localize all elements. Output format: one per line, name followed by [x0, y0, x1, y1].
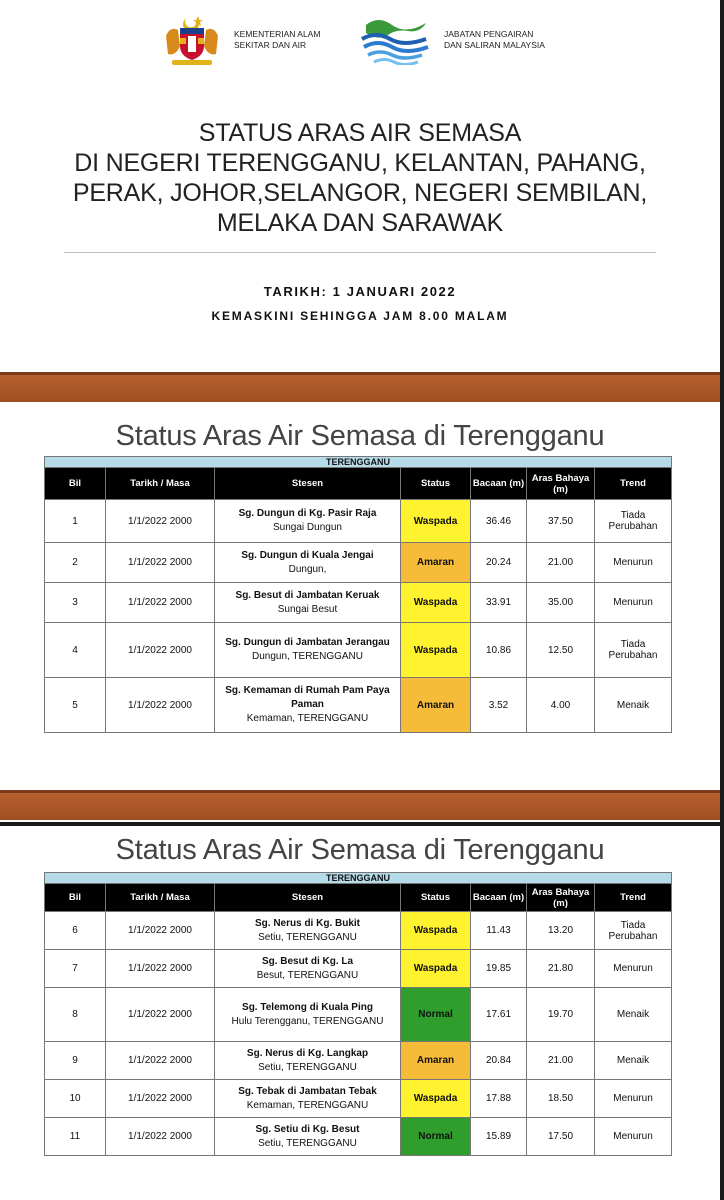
reading-value: 15.89: [471, 1118, 527, 1156]
column-header: Status: [401, 884, 471, 912]
station-cell: [215, 988, 401, 1042]
table-row: [45, 1118, 672, 1156]
station-location: Kemaman, TERENGGANU: [246, 713, 369, 724]
station-cell: [215, 1080, 401, 1118]
station-location: Kemaman, TERENGGANU: [246, 1099, 369, 1111]
station-name: Sg. Besut di Kg. La: [261, 955, 354, 967]
table-row: [45, 1080, 672, 1118]
title-line: PERAK, JOHOR,SELANGOR, NEGERI SEMBILAN,: [72, 179, 648, 207]
trend-value: Menaik: [595, 678, 672, 733]
reading-value: 33.91: [471, 583, 527, 623]
danger-level-value: 12.50: [527, 623, 595, 678]
trend-value: Menurun: [595, 583, 672, 623]
ministry-logo: [160, 12, 320, 68]
column-header: Bacaan (m): [471, 468, 527, 500]
table-slide-1: [0, 410, 720, 822]
station-name: Sg. Besut di Jambatan Keruak: [235, 589, 380, 601]
row-number: 1: [45, 500, 106, 543]
row-datetime: 1/1/2022 2000: [106, 500, 215, 543]
station-cell: [215, 583, 401, 623]
title-line: MELAKA DAN SARAWAK: [216, 209, 504, 237]
row-number: 6: [45, 912, 106, 950]
title-line: STATUS ARAS AIR SEMASA: [198, 119, 522, 147]
table-row: [45, 678, 672, 733]
section-title: Status Aras Air Semasa di Terengganu: [115, 834, 605, 866]
status-badge: Normal: [401, 1118, 471, 1156]
table-row: [45, 950, 672, 988]
header-logos: [160, 12, 580, 68]
trend-value: Menurun: [595, 950, 672, 988]
station-name: Sg. Dungun di Kg. Pasir Raja: [238, 508, 377, 519]
title-divider: [64, 252, 656, 253]
reading-value: 20.24: [471, 543, 527, 583]
station-cell: [215, 950, 401, 988]
station-cell: [215, 500, 401, 543]
reading-value: 10.86: [471, 623, 527, 678]
trend-value: Tiada Perubahan: [595, 623, 672, 678]
danger-level-value: 17.50: [527, 1118, 595, 1156]
row-number: 2: [45, 543, 106, 583]
trend-value: Tiada Perubahan: [595, 500, 672, 543]
status-badge: Waspada: [401, 500, 471, 543]
status-badge: Waspada: [401, 950, 471, 988]
trend-value: Tiada Perubahan: [595, 912, 672, 950]
trend-value: Menaik: [595, 988, 672, 1042]
ministry-name-line2: SEKITAR DAN AIR: [234, 40, 307, 50]
status-badge: Amaran: [401, 1042, 471, 1080]
footer-band: [0, 372, 720, 402]
station-location: Dungun, TERENGGANU: [252, 651, 363, 662]
row-datetime: 1/1/2022 2000: [106, 623, 215, 678]
column-header: Bacaan (m): [471, 884, 527, 912]
danger-level-value: 19.70: [527, 988, 595, 1042]
column-header: Trend: [595, 884, 672, 912]
water-level-table: [44, 456, 672, 733]
row-datetime: 1/1/2022 2000: [106, 583, 215, 623]
table-row: [45, 623, 672, 678]
danger-level-value: 21.00: [527, 543, 595, 583]
station-location: Sungai Besut: [277, 603, 338, 615]
station-name: Sg. Dungun di Jambatan Jerangau: [225, 637, 390, 648]
station-cell: [215, 678, 401, 733]
reading-value: 36.46: [471, 500, 527, 543]
table-row: [45, 912, 672, 950]
cover-slide: [0, 0, 720, 410]
station-cell: [215, 1118, 401, 1156]
status-badge: Amaran: [401, 678, 471, 733]
row-datetime: 1/1/2022 2000: [106, 988, 215, 1042]
station-name: Sg. Telemong di Kuala Ping: [242, 1001, 373, 1013]
column-header: Status: [401, 468, 471, 500]
danger-level-value: 37.50: [527, 500, 595, 543]
column-header-row: [45, 468, 672, 500]
title-line: DI NEGERI TERENGGANU, KELANTAN, PAHANG,: [74, 149, 646, 177]
table-row: [45, 500, 672, 543]
water-level-table: [44, 872, 672, 1156]
station-location: Sungai Dungun: [273, 522, 342, 533]
row-number: 10: [45, 1080, 106, 1118]
row-datetime: 1/1/2022 2000: [106, 1118, 215, 1156]
wave-logo-icon: [358, 15, 434, 65]
danger-level-value: 18.50: [527, 1080, 595, 1118]
row-number: 5: [45, 678, 106, 733]
station-name: Sg. Kemaman di Rumah Pam Paya Paman: [225, 685, 390, 710]
status-badge: Amaran: [401, 543, 471, 583]
danger-level-value: 35.00: [527, 583, 595, 623]
status-badge: Waspada: [401, 1080, 471, 1118]
column-header: Bil: [45, 468, 106, 500]
trend-value: Menurun: [595, 1080, 672, 1118]
dept-name-line2: DAN SALIRAN MALAYSIA: [444, 40, 545, 50]
row-number: 3: [45, 583, 106, 623]
trend-value: Menaik: [595, 1042, 672, 1080]
status-badge: Waspada: [401, 912, 471, 950]
station-cell: [215, 623, 401, 678]
region-header: TERENGGANU: [45, 457, 672, 468]
section-title: Status Aras Air Semasa di Terengganu: [115, 420, 605, 452]
status-badge: Waspada: [401, 583, 471, 623]
station-name: Sg. Dungun di Kuala Jengai: [241, 549, 374, 561]
station-location: Setiu, TERENGGANU: [258, 1137, 357, 1149]
main-title: [20, 118, 700, 238]
column-header: Trend: [595, 468, 672, 500]
station-cell: [215, 912, 401, 950]
row-datetime: 1/1/2022 2000: [106, 678, 215, 733]
table-row: [45, 543, 672, 583]
row-number: 7: [45, 950, 106, 988]
station-name: Sg. Nerus di Kg. Langkap: [246, 1047, 369, 1059]
station-name: Sg. Nerus di Kg. Bukit: [254, 917, 360, 929]
station-location: Hulu Terengganu, TERENGGANU: [231, 1015, 384, 1027]
status-badge: Normal: [401, 988, 471, 1042]
row-number: 8: [45, 988, 106, 1042]
row-datetime: 1/1/2022 2000: [106, 950, 215, 988]
row-number: 9: [45, 1042, 106, 1080]
station-name: Sg. Setiu di Kg. Besut: [255, 1123, 360, 1135]
column-header: Stesen: [215, 468, 401, 500]
column-header: Tarikh / Masa: [106, 468, 215, 500]
row-datetime: 1/1/2022 2000: [106, 1042, 215, 1080]
column-header: Stesen: [215, 884, 401, 912]
danger-level-value: 21.80: [527, 950, 595, 988]
ministry-name-line1: KEMENTERIAN ALAM: [234, 29, 321, 39]
dept-name-line1: JABATAN PENGAIRAN: [444, 29, 534, 39]
trend-value: Menurun: [595, 1118, 672, 1156]
table-row: [45, 1042, 672, 1080]
station-name: Sg. Tebak di Jambatan Tebak: [238, 1085, 377, 1097]
jps-logo: [358, 12, 545, 68]
reading-value: 20.84: [471, 1042, 527, 1080]
trend-value: Menurun: [595, 543, 672, 583]
row-datetime: 1/1/2022 2000: [106, 543, 215, 583]
column-header-row: [45, 884, 672, 912]
danger-level-value: 13.20: [527, 912, 595, 950]
row-number: 11: [45, 1118, 106, 1156]
update-line: KEMASKINI SEHINGGA JAM 8.00 MALAM: [211, 309, 509, 323]
reading-value: 3.52: [471, 678, 527, 733]
station-location: Setiu, TERENGGANU: [258, 931, 357, 943]
row-number: 4: [45, 623, 106, 678]
column-header: Tarikh / Masa: [106, 884, 215, 912]
coat-of-arms-icon: [160, 12, 224, 68]
table-row: [45, 583, 672, 623]
danger-level-value: 4.00: [527, 678, 595, 733]
row-datetime: 1/1/2022 2000: [106, 912, 215, 950]
station-cell: [215, 543, 401, 583]
table-slide-2: [0, 826, 720, 1200]
table-row: [45, 988, 672, 1042]
station-location: Setiu, TERENGGANU: [258, 1061, 357, 1073]
reading-value: 17.88: [471, 1080, 527, 1118]
station-location: Dungun,: [288, 563, 327, 575]
danger-level-value: 21.00: [527, 1042, 595, 1080]
column-header: Bil: [45, 884, 106, 912]
footer-band: [0, 790, 720, 820]
reading-value: 17.61: [471, 988, 527, 1042]
column-header: Aras Bahaya (m): [527, 468, 595, 500]
region-header: TERENGGANU: [45, 873, 672, 884]
reading-value: 11.43: [471, 912, 527, 950]
reading-value: 19.85: [471, 950, 527, 988]
station-location: Besut, TERENGGANU: [256, 969, 359, 981]
column-header: Aras Bahaya (m): [527, 884, 595, 912]
status-badge: Waspada: [401, 623, 471, 678]
station-cell: [215, 1042, 401, 1080]
row-datetime: 1/1/2022 2000: [106, 1080, 215, 1118]
date-line: TARIKH: 1 JANUARI 2022: [263, 284, 457, 299]
